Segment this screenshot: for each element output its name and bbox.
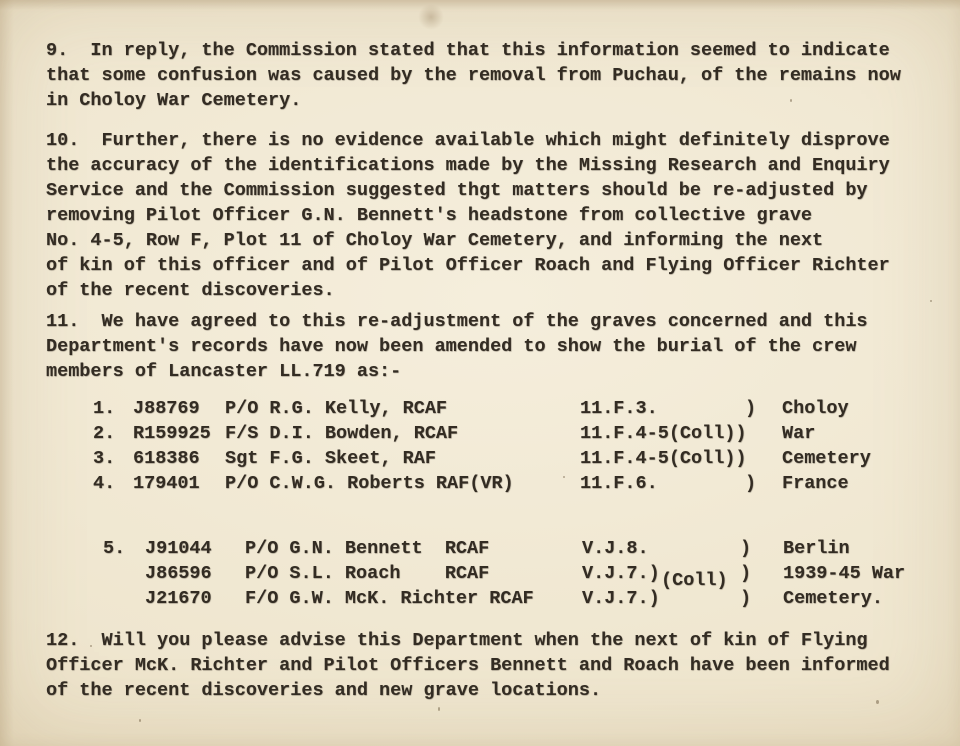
service-number: J21670 bbox=[145, 588, 212, 609]
row-number: 1. bbox=[93, 398, 116, 419]
row-number: 5. bbox=[103, 538, 126, 559]
paragraph-11 bbox=[46, 309, 940, 384]
crew-row bbox=[0, 446, 960, 471]
cemetery-label: 1939-45 War bbox=[783, 563, 906, 584]
typed-line: Department's records have now been amended to show the burial of the crew bbox=[46, 336, 857, 357]
row-number bbox=[103, 561, 145, 586]
paper-speck bbox=[90, 645, 92, 647]
typed-line: Service and the Commission suggested thgt matters should be re-adjusted by bbox=[46, 180, 868, 201]
typed-line: 9. In reply, the Commission stated that this information seemed to indicate bbox=[46, 40, 890, 61]
brace-mark bbox=[745, 421, 782, 446]
typed-line: Officer McK. Richter and Pilot Officers Bennett and Roach have been informed bbox=[46, 655, 890, 676]
brace-mark: ) bbox=[740, 538, 752, 559]
paper-speck bbox=[563, 476, 565, 478]
paper-speck bbox=[790, 99, 792, 102]
service-number: J88769 bbox=[133, 398, 200, 419]
service-number: J91044 bbox=[145, 538, 212, 559]
typed-line: in Choloy War Cemetery. bbox=[46, 90, 302, 111]
cemetery-label: Cemetery bbox=[782, 448, 871, 469]
paper-speck bbox=[139, 719, 141, 722]
grave-table-group-choloy bbox=[0, 396, 960, 496]
rank-and-name: F/O G.W. McK. Richter RCAF bbox=[245, 588, 534, 609]
grave-reference: 11.F.4-5(Coll)) bbox=[580, 423, 747, 444]
typed-line: members of Lancaster LL.719 as:- bbox=[46, 361, 402, 382]
cemetery-label: Cemetery. bbox=[783, 588, 883, 609]
paragraph-10 bbox=[46, 128, 940, 303]
brace-mark: ) bbox=[745, 473, 757, 494]
paper-speck bbox=[876, 700, 879, 704]
crew-row bbox=[0, 536, 960, 561]
typed-line: the accuracy of the identifications made by the Missing Research and Enquiry bbox=[46, 155, 890, 176]
typed-line: of the recent discoveries. bbox=[46, 280, 335, 301]
typed-line: that some confusion was caused by the removal from Puchau, of the remains now bbox=[46, 65, 901, 86]
brace-mark: ) bbox=[740, 588, 752, 609]
typed-line: 11. We have agreed to this re-adjustment of the graves concerned and this bbox=[46, 311, 868, 332]
rank-and-name: P/O S.L. Roach RCAF bbox=[245, 563, 490, 584]
cemetery-label: France bbox=[782, 473, 849, 494]
row-number bbox=[103, 586, 145, 611]
rank-and-name: Sgt F.G. Skeet, RAF bbox=[225, 448, 436, 469]
grave-table-group-berlin bbox=[0, 536, 960, 611]
paper-speck bbox=[930, 300, 932, 302]
typed-line: No. 4-5, Row F, Plot 11 of Choloy War Cemetery, and informing the next bbox=[46, 230, 824, 251]
row-number: 2. bbox=[93, 423, 116, 444]
grave-reference: 11.F.4-5(Coll)) bbox=[580, 448, 747, 469]
crew-row bbox=[0, 471, 960, 496]
service-number: J86596 bbox=[145, 563, 212, 584]
typed-line: 12. Will you please advise this Department when the next of kin of Flying bbox=[46, 630, 868, 651]
rank-and-name: P/O G.N. Bennett RCAF bbox=[245, 538, 490, 559]
cemetery-label: Berlin bbox=[783, 538, 850, 559]
grave-reference: 11.F.3. bbox=[580, 398, 658, 419]
brace-mark bbox=[745, 446, 782, 471]
paper-smudge bbox=[418, 4, 444, 30]
cemetery-label: Choloy bbox=[782, 398, 849, 419]
cemetery-label: War bbox=[782, 423, 816, 444]
rank-and-name: P/O R.G. Kelly, RCAF bbox=[225, 398, 448, 419]
typed-line: of the recent discoveries and new grave locations. bbox=[46, 680, 602, 701]
brace-mark: ) bbox=[740, 563, 752, 584]
rank-and-name: F/S D.I. Bowden, RCAF bbox=[225, 423, 459, 444]
grave-reference: V.J.7.) bbox=[582, 563, 660, 584]
typed-line: 10. Further, there is no evidence available which might definitely disprove bbox=[46, 130, 890, 151]
grave-reference: V.J.7.) bbox=[582, 588, 660, 609]
crew-row bbox=[0, 561, 960, 586]
service-number: 618386 bbox=[133, 448, 200, 469]
collective-grave-note: (Coll) bbox=[661, 570, 728, 591]
grave-reference: V.J.8. bbox=[582, 538, 649, 559]
paragraph-9 bbox=[46, 38, 940, 113]
typed-line: of kin of this officer and of Pilot Officer Roach and Flying Officer Richter bbox=[46, 255, 890, 276]
crew-row bbox=[0, 421, 960, 446]
typed-line: removing Pilot Officer G.N. Bennett's headstone from collective grave bbox=[46, 205, 813, 226]
service-number: R159925 bbox=[133, 423, 211, 444]
grave-reference: 11.F.6. bbox=[580, 473, 658, 494]
row-number: 3. bbox=[93, 448, 116, 469]
paper-speck bbox=[438, 707, 440, 711]
paragraph-12 bbox=[46, 628, 940, 703]
row-number: 4. bbox=[93, 473, 116, 494]
service-number: 179401 bbox=[133, 473, 200, 494]
crew-row bbox=[0, 586, 960, 611]
brace-mark: ) bbox=[745, 398, 757, 419]
rank-and-name: P/O C.W.G. Roberts RAF(VR) bbox=[225, 473, 514, 494]
crew-row bbox=[0, 396, 960, 421]
